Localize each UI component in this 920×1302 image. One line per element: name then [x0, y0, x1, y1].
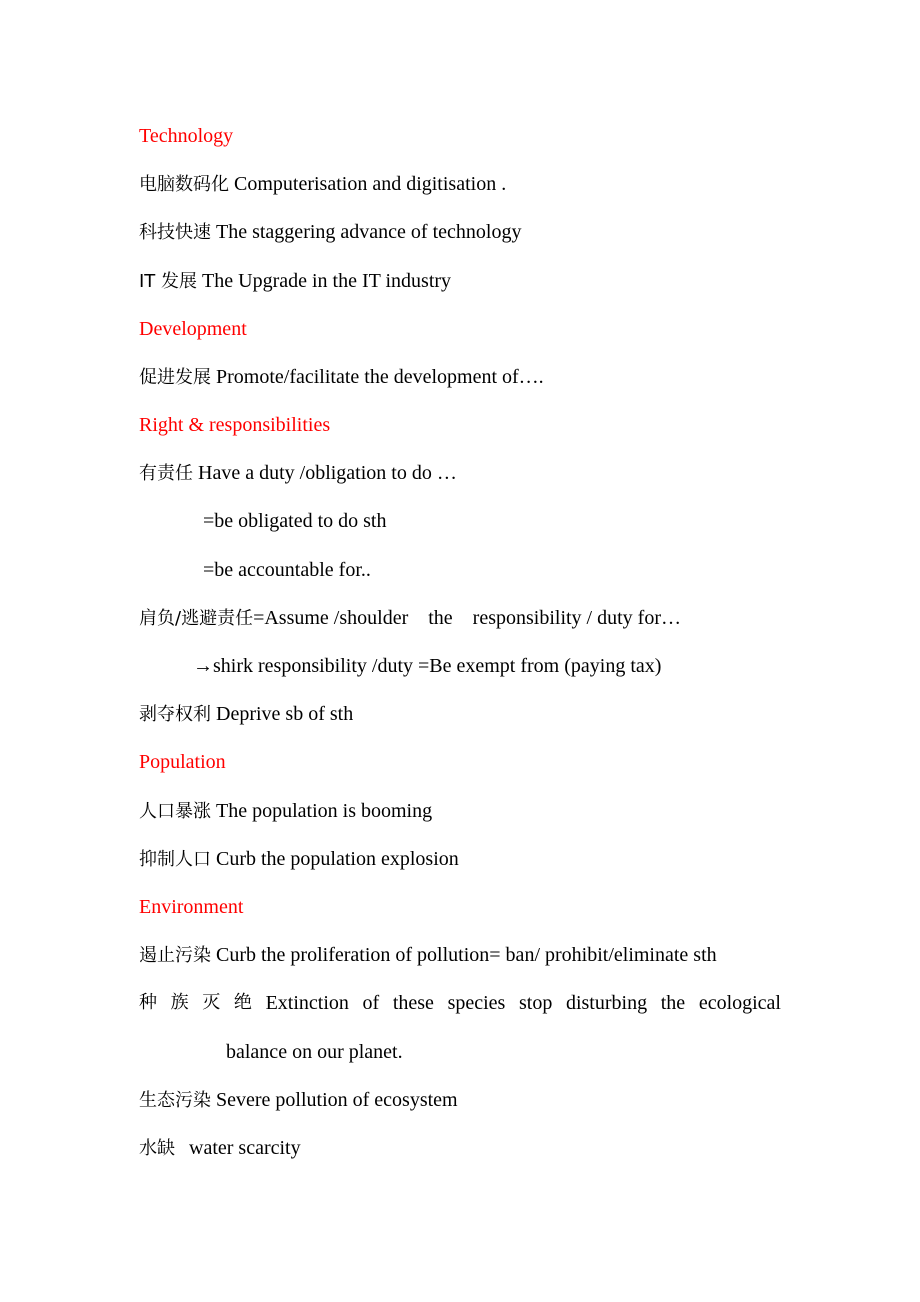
- entry-cn: 肩负/逃避责任: [139, 608, 254, 629]
- section-heading-environment: Environment: [139, 896, 244, 918]
- entry-en: The population is booming: [216, 800, 433, 822]
- entry-be-obligated: =be obligated to do sth: [203, 510, 387, 532]
- entry-cn: 科技快速: [139, 222, 211, 243]
- entry-computerisation: [139, 172, 506, 197]
- entry-ecosystem-pollution: [139, 1088, 458, 1113]
- entry-cn: 水缺: [139, 1138, 175, 1159]
- entry-population-booming: [139, 799, 432, 824]
- entry-cn: 促进发展: [139, 367, 211, 388]
- entry-cn: 电脑数码化: [139, 174, 229, 195]
- entry-en: Curb the proliferation of pollution= ban/ prohibit/eliminate sth: [216, 944, 717, 966]
- entry-en-word: species: [447, 992, 506, 1014]
- entry-curb-population: [139, 847, 459, 872]
- entry-en-word: the: [660, 992, 686, 1014]
- entry-en: Have a duty /obligation to do …: [198, 462, 457, 484]
- entry-en: Curb the population explosion: [216, 848, 459, 870]
- entry-en-part: responsibility / duty for…: [472, 607, 681, 629]
- entry-extinction: [139, 991, 781, 1015]
- entry-en: The staggering advance of technology: [216, 221, 522, 243]
- entry-curb-pollution: [139, 943, 717, 968]
- entry-assume-responsibility: [139, 606, 681, 631]
- section-heading-population: Population: [139, 751, 226, 773]
- entry-cn: 抑制人口: [139, 849, 211, 870]
- entry-cn: IT 发展: [139, 271, 198, 292]
- entry-cn: 遏止污染: [139, 945, 211, 966]
- entry-en-word: these: [392, 992, 434, 1014]
- entry-en-word: disturbing: [565, 992, 648, 1014]
- entry-en-word: ecological: [698, 992, 781, 1014]
- entry-en: water scarcity: [189, 1137, 301, 1159]
- entry-shirk-responsibility: →shirk responsibility /duty =Be exempt from (paying tax): [193, 655, 662, 677]
- section-heading-development: Development: [139, 318, 247, 340]
- entry-be-accountable: =be accountable for..: [203, 559, 371, 581]
- entry-en: Computerisation and digitisation .: [234, 173, 507, 195]
- entry-en-part: the: [428, 607, 453, 629]
- entry-deprive-rights: [139, 702, 353, 727]
- entry-cn: 人口暴涨: [139, 801, 211, 822]
- entry-balance-planet: balance on our planet.: [226, 1041, 403, 1063]
- entry-cn: 有责任: [139, 463, 193, 484]
- entry-cn-char: 族: [170, 992, 189, 1013]
- entry-cn: 生态污染: [139, 1090, 211, 1111]
- entry-en-word: stop: [518, 992, 553, 1014]
- entry-water-scarcity: [139, 1136, 301, 1161]
- entry-en: The Upgrade in the IT industry: [202, 270, 452, 292]
- entry-technology-advance: [139, 220, 521, 245]
- entry-have-duty: [139, 461, 457, 486]
- entry-cn-char: 绝: [233, 992, 252, 1013]
- entry-cn-char: 灭: [202, 992, 221, 1013]
- entry-cn: 剥夺权利: [139, 704, 211, 725]
- entry-it-upgrade: [139, 269, 451, 294]
- section-heading-technology: Technology: [139, 125, 234, 147]
- section-heading-rights: Right & responsibilities: [139, 414, 331, 436]
- entry-en: Deprive sb of sth: [216, 703, 354, 725]
- entry-promote-development: [139, 365, 544, 390]
- entry-en-word: Extinction: [265, 992, 349, 1014]
- entry-en-word: of: [362, 992, 380, 1014]
- entry-en: Severe pollution of ecosystem: [216, 1089, 458, 1111]
- entry-cn-char: 种: [139, 992, 157, 1013]
- entry-en-part: =Assume /shoulder: [253, 607, 409, 629]
- entry-en: Promote/facilitate the development of….: [216, 366, 544, 388]
